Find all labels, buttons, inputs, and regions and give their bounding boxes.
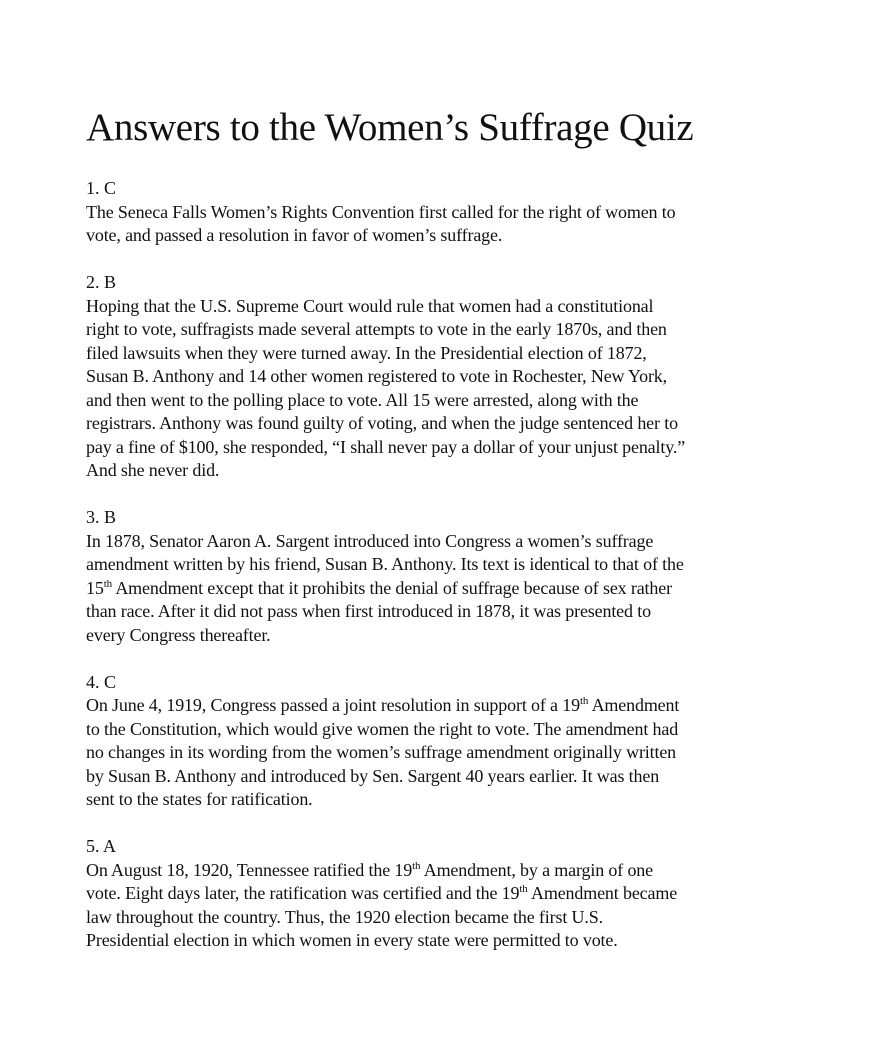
text-segment: no changes in its wording from the women’s suffrage amendment originally written	[86, 742, 677, 762]
document-page	[86, 104, 846, 976]
answer-item	[86, 506, 846, 647]
answer-explanation	[86, 295, 846, 483]
text-line	[86, 224, 846, 248]
ordinal-superscript: th	[103, 577, 112, 590]
text-line	[86, 718, 846, 742]
text-segment: Hoping that the U.S. Supreme Court would rule that women had a constitutional	[86, 295, 654, 316]
answer-key: 5. A	[86, 836, 117, 856]
text-line	[86, 436, 846, 460]
text-segment: registrars. Anthony was found guilty of voting, and when the judge sentenced her to	[86, 413, 678, 433]
text-segment: And she never did.	[86, 460, 220, 480]
text-segment: 15	[86, 577, 104, 598]
answer-item	[86, 177, 846, 248]
text-line	[86, 882, 846, 906]
text-segment: Susan B. Anthony and 14 other women registered to vote in Rochester, New York,	[86, 366, 667, 386]
answer-explanation	[86, 201, 846, 248]
text-segment: every Congress thereafter.	[86, 624, 271, 645]
text-line	[86, 765, 846, 789]
text-line	[86, 624, 846, 648]
text-segment: right to vote, suffragists made several attempts to vote in the early 1870s, and then	[86, 319, 667, 339]
ordinal-superscript: th	[579, 695, 589, 707]
answer-explanation	[86, 859, 846, 953]
text-segment: pay a fine of $100, she responded, “I shall never pay a dollar of your unjust penalty.”	[86, 436, 686, 457]
text-line	[86, 365, 846, 389]
answer-item	[86, 835, 846, 953]
answer-key: 3. B	[86, 507, 117, 527]
text-segment: to the Constitution, which would give women the right to vote. The amendment had	[86, 718, 679, 739]
answer-key: 4. C	[86, 671, 117, 692]
text-line	[86, 577, 846, 601]
text-line	[86, 318, 846, 342]
text-segment: vote. Eight days later, the ratification was certified and the 19	[86, 883, 520, 903]
text-segment: sent to the states for ratification.	[86, 789, 313, 809]
text-line	[86, 459, 846, 483]
text-line	[86, 553, 846, 577]
text-line	[86, 859, 846, 883]
text-segment: Amendment	[588, 695, 680, 715]
text-line	[86, 295, 846, 319]
text-segment: law throughout the country. Thus, the 1920 election became the first U.S.	[86, 906, 603, 927]
text-segment: The Seneca Falls Women’s Rights Convention first called for the right of women to	[86, 201, 676, 222]
text-segment: and then went to the polling place to vote. All 15 were arrested, along with the	[86, 389, 639, 410]
text-line	[86, 929, 846, 953]
text-line	[86, 906, 846, 930]
text-segment: Amendment, by a margin of one	[420, 859, 653, 880]
text-segment: In 1878, Senator Aaron A. Sargent introduced into Congress a women’s suffrage	[86, 530, 654, 551]
text-segment: On June 4, 1919, Congress passed a joint resolution in support of a 19	[86, 695, 580, 715]
text-line	[86, 201, 846, 225]
text-segment: On August 18, 1920, Tennessee ratified the 19	[86, 859, 413, 880]
ordinal-superscript: th	[412, 859, 421, 872]
page-title: Answers to the Women’s Suffrage Quiz	[86, 106, 694, 149]
text-line	[86, 600, 846, 624]
answer-key: 1. C	[86, 178, 117, 198]
text-line	[86, 342, 846, 366]
text-segment: than race. After it did not pass when first introduced in 1878, it was presented to	[86, 601, 651, 621]
answer-explanation	[86, 530, 846, 648]
ordinal-superscript: th	[519, 883, 528, 895]
text-segment: filed lawsuits when they were turned away. In the Presidential election of 1872,	[86, 342, 647, 363]
text-segment: by Susan B. Anthony and introduced by Sen. Sargent 40 years earlier. It was then	[86, 765, 660, 786]
text-segment: vote, and passed a resolution in favor of women’s suffrage.	[86, 225, 503, 245]
text-segment: Amendment except that it prohibits the denial of suffrage because of sex rather	[111, 577, 672, 598]
text-segment: amendment written by his friend, Susan B. Anthony. Its text is identical to that of the	[86, 554, 684, 574]
answers-list	[86, 177, 846, 953]
text-line	[86, 412, 846, 436]
answer-explanation	[86, 694, 846, 812]
answer-item	[86, 671, 846, 812]
text-segment: Presidential election in which women in every state were permitted to vote.	[86, 930, 618, 950]
text-line	[86, 788, 846, 812]
text-line	[86, 389, 846, 413]
text-line	[86, 530, 846, 554]
text-line	[86, 741, 846, 765]
text-line	[86, 694, 846, 718]
text-segment: Amendment became	[527, 883, 678, 903]
answer-item	[86, 271, 846, 483]
answer-key: 2. B	[86, 272, 117, 292]
